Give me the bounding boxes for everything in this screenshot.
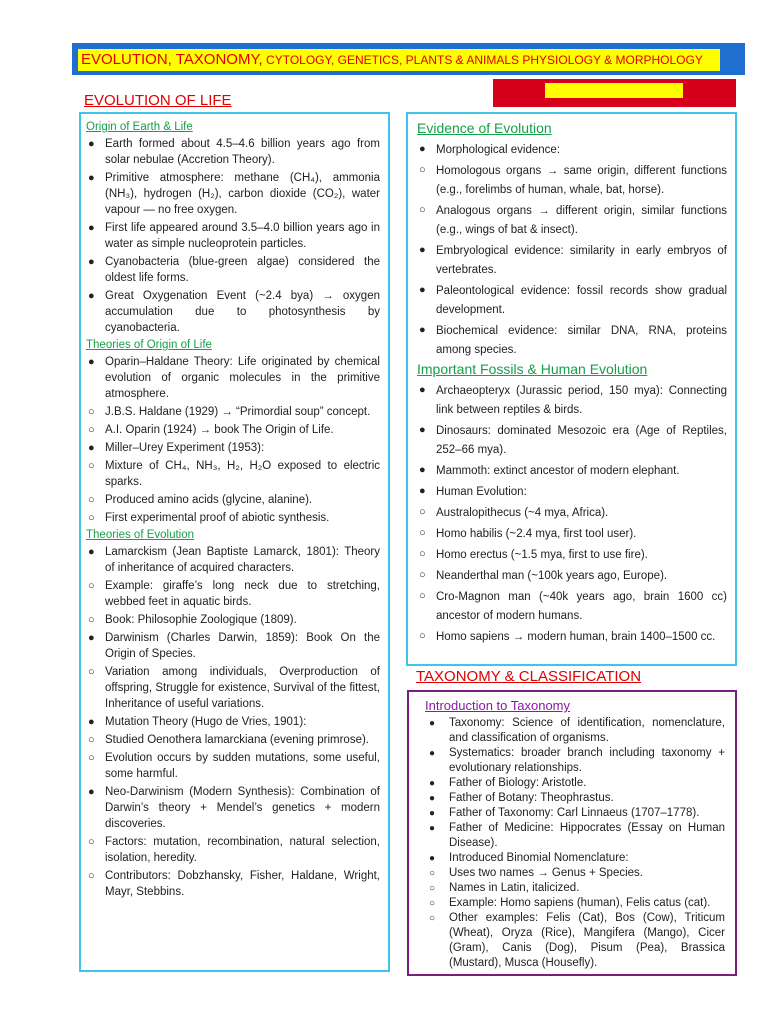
list-item-text: Lamarckism (Jean Baptiste Lamarck, 1801): Theory of inheritance of acquired characters. <box>105 546 380 574</box>
list-item-text: Homo sapiens → modern human, brain 1400–1500 cc. <box>436 631 716 643</box>
circle-bullet-icon: ○ <box>88 460 95 472</box>
list-item-text: Produced amino acids (glycine, alanine). <box>105 494 313 506</box>
circle-bullet-icon: ○ <box>88 836 95 848</box>
list-item <box>86 220 380 252</box>
list-item <box>417 241 727 279</box>
bullet-icon: ● <box>419 244 426 256</box>
circle-bullet-icon: ○ <box>429 868 436 879</box>
list-item <box>86 750 380 782</box>
list-item-text: Uses two names → Genus + Species. <box>449 867 643 879</box>
list-item <box>425 866 725 881</box>
bullet-icon: ● <box>419 424 426 436</box>
list-item-text: Variation among individuals, Overproduction of offspring, Struggle for existence, Survival of the fittest, Inheritance of useful variations. <box>105 666 380 710</box>
list-item-text: Biochemical evidence: similar DNA, RNA, proteins among species. <box>436 325 727 356</box>
subheading-fossils-human-evolution: Important Fossils & Human Evolution <box>417 361 648 377</box>
list-item <box>86 440 380 456</box>
bullet-icon: ● <box>88 290 95 302</box>
bullet-icon: ● <box>88 632 95 644</box>
list-item <box>86 354 380 402</box>
list-item <box>425 776 725 791</box>
decorative-yellow-highlight <box>545 83 683 98</box>
circle-bullet-icon: ○ <box>88 666 95 678</box>
list-item <box>425 746 725 776</box>
bullet-icon: ● <box>429 778 436 789</box>
subheading-theories-origin-of-life: Theories of Origin of Life <box>86 339 212 351</box>
bullet-icon: ● <box>429 748 436 759</box>
list-item <box>86 578 380 610</box>
list-item-text: Morphological evidence: <box>436 144 561 156</box>
bullet-icon: ● <box>88 138 95 150</box>
list-item <box>86 422 380 438</box>
list-item-text: Neanderthal man (~100k years ago, Europe). <box>436 570 668 582</box>
list-item <box>86 664 380 712</box>
banner-title-secondary: CYTOLOGY, GENETICS, PLANTS & ANIMALS PHYSIOLOGY & MORPHOLOGY <box>262 53 703 67</box>
circle-bullet-icon: ○ <box>429 883 436 894</box>
list-theories-origin-of-life <box>86 354 380 526</box>
subheading-origin-of-earth: Origin of Earth & Life <box>86 121 193 133</box>
list-item-text: Evolution occurs by sudden mutations, some useful, some harmful. <box>105 752 380 780</box>
list-item <box>417 421 727 459</box>
list-item-text: Analogous organs → different origin, similar functions (e.g., wings of bat & insect). <box>436 205 727 236</box>
bullet-icon: ● <box>419 485 426 497</box>
bullet-icon: ● <box>419 284 426 296</box>
list-item <box>425 881 725 896</box>
bullet-icon: ● <box>88 546 95 558</box>
list-item <box>86 714 380 730</box>
bullet-icon: ● <box>88 222 95 234</box>
list-item-text: Father of Medicine: Hippocrates (Essay on Human Disease). <box>449 822 725 849</box>
list-item-text: Example: giraffe’s long neck due to stretching, webbed feet in aquatic birds. <box>105 580 380 608</box>
list-item <box>86 784 380 832</box>
list-item <box>417 524 727 543</box>
list-item-text: Australopithecus (~4 mya, Africa). <box>436 507 609 519</box>
list-item <box>86 510 380 526</box>
list-item-text: Introduced Binomial Nomenclature: <box>449 852 629 864</box>
taxonomy-panel <box>407 690 737 976</box>
banner-title-primary: EVOLUTION, TAXONOMY, <box>81 51 263 68</box>
circle-bullet-icon: ○ <box>419 527 426 539</box>
bullet-icon: ● <box>88 442 95 454</box>
list-item-text: Paleontological evidence: fossil records show gradual development. <box>436 285 727 316</box>
list-item <box>86 136 380 168</box>
circle-bullet-icon: ○ <box>419 164 426 176</box>
list-item <box>425 821 725 851</box>
circle-bullet-icon: ○ <box>429 898 436 909</box>
bullet-icon: ● <box>419 324 426 336</box>
list-item <box>417 627 727 646</box>
list-item-text: Father of Taxonomy: Carl Linnaeus (1707–1778). <box>449 807 700 819</box>
list-item <box>86 492 380 508</box>
circle-bullet-icon: ○ <box>88 494 95 506</box>
list-item-text: Mammoth: extinct ancestor of modern elephant. <box>436 465 680 477</box>
list-evidence-of-evolution <box>417 140 727 359</box>
list-item-text: First life appeared around 3.5–4.0 billion years ago in water as simple nucleoprotein particles. <box>105 222 380 250</box>
list-item-text: Homo habilis (~2.4 mya, first tool user). <box>436 528 637 540</box>
title-banner <box>72 43 745 75</box>
list-item-text: Darwinism (Charles Darwin, 1859): Book On the Origin of Species. <box>105 632 380 660</box>
subheading-evidence-of-evolution: Evidence of Evolution <box>417 120 552 136</box>
circle-bullet-icon: ○ <box>88 580 95 592</box>
circle-bullet-icon: ○ <box>88 870 95 882</box>
circle-bullet-icon: ○ <box>88 614 95 626</box>
circle-bullet-icon: ○ <box>429 913 436 924</box>
list-item-text: Human Evolution: <box>436 486 527 498</box>
list-item-text: A.I. Oparin (1924) → book The Origin of Life. <box>105 424 334 436</box>
list-origin-of-earth <box>86 136 380 336</box>
list-item <box>425 716 725 746</box>
list-item-text: Father of Botany: Theophrastus. <box>449 792 614 804</box>
subheading-intro-taxonomy: Introduction to Taxonomy <box>425 698 571 713</box>
list-item <box>417 503 727 522</box>
bullet-icon: ● <box>419 384 426 396</box>
list-item-text: Mutation Theory (Hugo de Vries, 1901): <box>105 716 307 728</box>
list-item <box>86 254 380 286</box>
list-item <box>425 791 725 806</box>
list-item-text: Miller–Urey Experiment (1953): <box>105 442 265 454</box>
circle-bullet-icon: ○ <box>88 734 95 746</box>
list-item <box>417 140 727 159</box>
list-item-text: Embryological evidence: similarity in early embryos of vertebrates. <box>436 245 727 276</box>
list-item-text: Father of Biology: Aristotle. <box>449 777 587 789</box>
list-item-text: Homo erectus (~1.5 mya, first to use fire). <box>436 549 648 561</box>
list-item-text: Mixture of CH₄, NH₃, H₂, H₂O exposed to electric sparks. <box>105 460 380 488</box>
list-item <box>86 170 380 218</box>
list-item-text: Cyanobacteria (blue-green algae) considered the oldest life forms. <box>105 256 380 284</box>
list-item-text: First experimental proof of abiotic synthesis. <box>105 512 330 524</box>
list-item <box>417 587 727 625</box>
bullet-icon: ● <box>429 808 436 819</box>
bullet-icon: ● <box>429 853 436 864</box>
list-fossils-human-evolution <box>417 381 727 646</box>
list-item-text: Archaeopteryx (Jurassic period, 150 mya): Connecting link between reptiles & birds. <box>436 385 727 416</box>
bullet-icon: ● <box>88 716 95 728</box>
list-item <box>86 612 380 628</box>
list-item <box>86 630 380 662</box>
bullet-icon: ● <box>88 356 95 368</box>
list-item <box>86 834 380 866</box>
list-item <box>86 868 380 900</box>
bullet-icon: ● <box>88 256 95 268</box>
bullet-icon: ● <box>88 786 95 798</box>
circle-bullet-icon: ○ <box>419 569 426 581</box>
list-item <box>417 381 727 419</box>
list-item <box>417 321 727 359</box>
circle-bullet-icon: ○ <box>419 506 426 518</box>
list-item-text: Studied Oenothera lamarckiana (evening primrose). <box>105 734 369 746</box>
list-item <box>86 732 380 748</box>
circle-bullet-icon: ○ <box>88 752 95 764</box>
bullet-icon: ● <box>419 464 426 476</box>
list-item-text: Book: Philosophie Zoologique (1809). <box>105 614 297 626</box>
list-item-text: Primitive atmosphere: methane (CH₄), ammonia (NH₃), hydrogen (H₂), carbon dioxide (CO₂), water vapour — no free oxygen. <box>105 172 380 216</box>
bullet-icon: ● <box>429 823 436 834</box>
title-banner-text <box>78 49 720 71</box>
list-item <box>417 461 727 480</box>
heading-evolution-of-life: EVOLUTION OF LIFE <box>84 92 232 109</box>
list-item <box>417 566 727 585</box>
list-item-text: Homologous organs → same origin, different functions (e.g., forelimbs of human, whale, bat, horse). <box>436 165 727 196</box>
evolution-right-panel <box>406 112 737 666</box>
bullet-icon: ● <box>429 793 436 804</box>
list-item <box>86 458 380 490</box>
bullet-icon: ● <box>88 172 95 184</box>
list-item-text: Taxonomy: Science of identification, nomenclature, and classification of organisms. <box>449 717 725 744</box>
list-item-text: Neo-Darwinism (Modern Synthesis): Combination of Darwin’s theory + Mendel’s genetics + modern discoveries. <box>105 786 380 830</box>
list-item <box>417 545 727 564</box>
list-item-text: Example: Homo sapiens (human), Felis catus (cat). <box>449 897 711 909</box>
list-item <box>425 851 725 866</box>
subheading-theories-of-evolution: Theories of Evolution <box>86 529 195 541</box>
list-item-text: J.B.S. Haldane (1929) → “Primordial soup” concept. <box>105 406 371 418</box>
list-theories-of-evolution <box>86 544 380 900</box>
circle-bullet-icon: ○ <box>88 512 95 524</box>
list-item-text: Cro-Magnon man (~40k years ago, brain 1600 cc) ancestor of modern humans. <box>436 591 727 622</box>
list-item <box>86 404 380 420</box>
circle-bullet-icon: ○ <box>419 204 426 216</box>
list-item <box>417 201 727 239</box>
list-item-text: Other examples: Felis (Cat), Bos (Cow), Triticum (Wheat), Oryza (Rice), Mangifera (Mango), Cicer (Gram), Canis (Dog), Pisum (Pea), Brassica (Mustard), Musca (Housefly). <box>449 912 725 969</box>
list-item <box>86 288 380 336</box>
circle-bullet-icon: ○ <box>88 424 95 436</box>
list-item <box>86 544 380 576</box>
list-item-text: Factors: mutation, recombination, natural selection, isolation, heredity. <box>105 836 380 864</box>
circle-bullet-icon: ○ <box>419 548 426 560</box>
list-item <box>425 911 725 971</box>
list-item <box>417 281 727 319</box>
list-item-text: Earth formed about 4.5–4.6 billion years ago from solar nebulae (Accretion Theory). <box>105 138 380 166</box>
list-intro-taxonomy <box>425 716 725 971</box>
list-item <box>417 482 727 501</box>
list-item-text: Systematics: broader branch including taxonomy + evolutionary relationships. <box>449 747 725 774</box>
evolution-left-panel <box>79 112 390 972</box>
list-item <box>417 161 727 199</box>
bullet-icon: ● <box>419 143 426 155</box>
bullet-icon: ● <box>429 718 436 729</box>
circle-bullet-icon: ○ <box>419 630 426 642</box>
list-item-text: Dinosaurs: dominated Mesozoic era (Age of Reptiles, 252–66 mya). <box>436 425 727 456</box>
heading-taxonomy: TAXONOMY & CLASSIFICATION <box>416 668 642 685</box>
decorative-red-bar <box>493 79 736 107</box>
circle-bullet-icon: ○ <box>88 406 95 418</box>
list-item-text: Names in Latin, italicized. <box>449 882 580 894</box>
circle-bullet-icon: ○ <box>419 590 426 602</box>
list-item <box>425 806 725 821</box>
list-item-text: Contributors: Dobzhansky, Fisher, Haldane, Wright, Mayr, Stebbins. <box>105 870 380 898</box>
list-item-text: Great Oxygenation Event (~2.4 bya) → oxygen accumulation due to photosynthesis by cyanobacteria. <box>105 290 380 334</box>
list-item-text: Oparin–Haldane Theory: Life originated by chemical evolution of organic molecules in the primitive atmosphere. <box>105 356 380 400</box>
list-item <box>425 896 725 911</box>
